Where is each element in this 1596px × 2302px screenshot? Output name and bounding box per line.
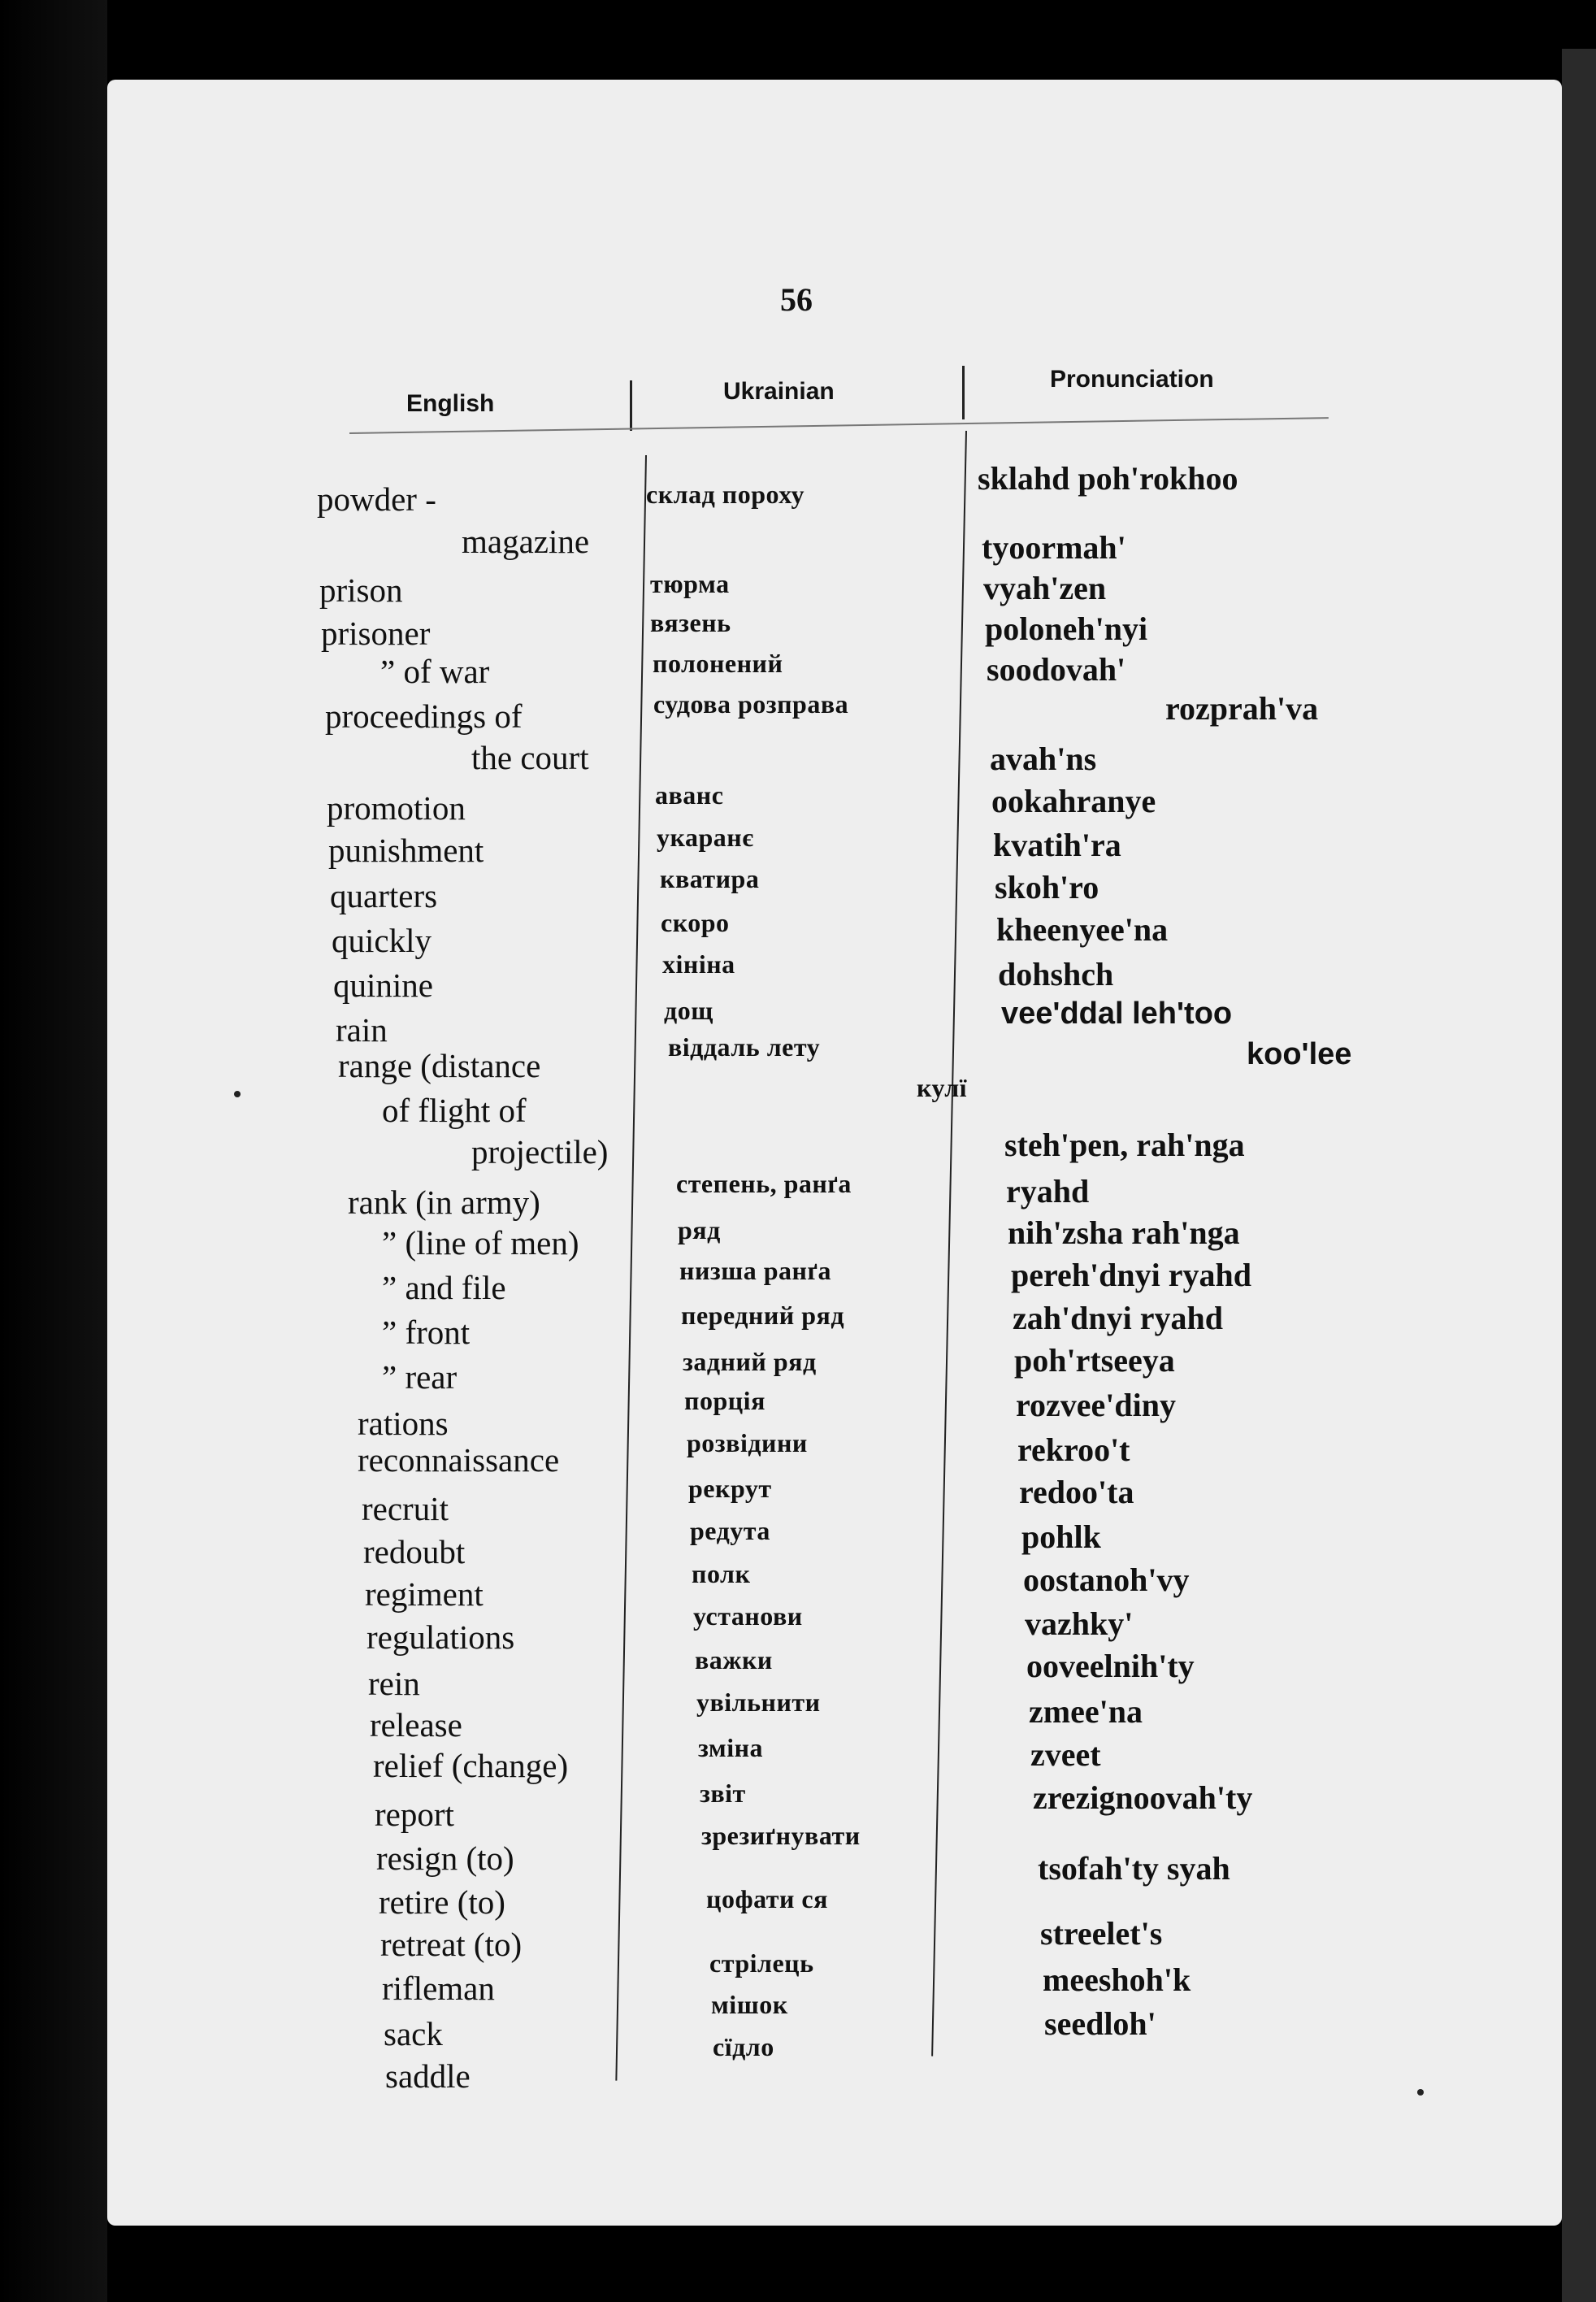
english-term: prisoner [321,615,431,652]
english-term: ” (line of men) [382,1224,579,1262]
pronunciation-text: meeshoh'k [1043,1961,1191,1998]
english-term: powder - [317,480,436,518]
english-term: report [375,1796,454,1833]
english-term: quinine [333,966,433,1004]
english-term: range (distance [338,1047,541,1084]
english-term: resign (to) [376,1839,514,1877]
pronunciation-text: kvatih'ra [993,827,1121,863]
english-term: rain [336,1011,388,1049]
english-term: quarters [330,877,438,914]
pronunciation-text: sklahd poh'rokhoo [978,460,1238,497]
english-term: release [370,1706,462,1744]
english-term: rifleman [382,1970,495,2007]
pronunciation-text: tyoormah' [982,529,1126,566]
pronunciation-text: soodovah' [987,651,1126,688]
english-term: rank (in army) [348,1184,540,1221]
pronunciation-text: vyah'zen [983,570,1107,606]
english-term: rations [358,1405,449,1442]
pronunciation-text: vazhky' [1025,1605,1134,1642]
pronunciation-text: ooveelnih'ty [1026,1648,1195,1684]
english-term: projectile) [471,1133,609,1171]
page-number: 56 [780,281,813,318]
pronunciation-text: zrezignoovah'ty [1033,1779,1253,1816]
english-term: regulations [366,1618,515,1656]
ukrainian-term: низша ранґа [679,1256,831,1285]
scan-left-border [0,0,107,2302]
ukrainian-term: хініна [662,949,735,979]
scan-speck [1417,2089,1424,2096]
ukrainian-term: вязень [650,608,731,637]
english-term: recruit [362,1490,449,1527]
pronunciation-text: koo'lee [1247,1037,1352,1071]
english-term: punishment [328,832,484,869]
pronunciation-text: poh'rtseeya [1014,1342,1175,1379]
english-term: sack [384,2015,443,2052]
ukrainian-term: редута [690,1516,770,1545]
english-term: of flight of [382,1092,527,1129]
english-term: regiment [365,1575,484,1613]
ukrainian-term: важки [695,1645,773,1674]
english-term: magazine [462,523,590,560]
header-divider-2 [962,366,965,419]
ukrainian-term: зрезиґнувати [701,1821,861,1850]
english-term: prison [319,571,403,609]
english-term: relief (change) [373,1747,569,1784]
english-term: retreat (to) [380,1926,523,1963]
pronunciation-text: steh'pen, rah'nga [1004,1127,1245,1163]
ukrainian-term: кулї [917,1073,968,1102]
pronunciation-text: rekroo't [1017,1431,1130,1468]
scan-speck [234,1091,241,1097]
ukrainian-term: зміна [698,1733,764,1762]
ukrainian-term: ряд [678,1215,721,1244]
english-term: ” rear [382,1358,458,1396]
header-divider-1 [630,380,632,431]
english-term: proceedings of [325,697,523,735]
pronunciation-text: nih'zsha rah'nga [1008,1214,1240,1251]
ukrainian-term: сїдло [713,2032,774,2061]
english-term: ” front [382,1314,471,1351]
ukrainian-term: тюрма [650,569,730,598]
pronunciation-text: avah'ns [990,741,1097,777]
ukrainian-term: склад пороху [646,480,805,509]
english-term: ” of war [380,653,490,690]
english-term: rein [368,1665,420,1702]
ukrainian-term: віддаль лету [668,1032,821,1062]
ukrainian-term: кватира [660,864,760,893]
pronunciation-text: poloneh'nyi [985,610,1148,647]
ukrainian-term: скоро [661,908,730,937]
pronunciation-text: streelet's [1040,1915,1163,1952]
ukrainian-term: рекрут [688,1474,772,1503]
ukrainian-term: дощ [664,996,713,1025]
ukrainian-term: аванс [655,780,724,810]
ukrainian-term: цофати ся [706,1884,828,1913]
english-term: quickly [332,922,432,959]
header-ukrainian: Ukrainian [723,378,835,405]
pronunciation-text: oostanoh'vy [1023,1561,1190,1598]
pronunciation-text: zveet [1030,1736,1101,1773]
english-term: redoubt [363,1533,466,1570]
ukrainian-term: установи [693,1601,803,1631]
header-pronunciation: Pronunciation [1050,366,1214,393]
english-term: the court [471,739,589,776]
ukrainian-term: степень, ранґа [676,1169,852,1198]
pronunciation-text: vee'ddal leh'too [1001,997,1233,1031]
ukrainian-term: мішок [711,1990,788,2019]
pronunciation-text: skoh'ro [995,869,1099,906]
book-page [107,80,1562,2226]
ukrainian-term: судова розправа [653,689,849,719]
pronunciation-text: redoo'ta [1019,1474,1134,1510]
ukrainian-term: полонений [653,649,783,678]
pronunciation-text: tsofah'ty syah [1038,1850,1230,1887]
ukrainian-term: порція [684,1386,765,1415]
ukrainian-term: укаранє [657,823,754,852]
pronunciation-text: ryahd [1006,1173,1090,1210]
pronunciation-text: zah'dnyi ryahd [1013,1300,1223,1336]
pronunciation-text: rozvee'diny [1016,1387,1177,1423]
pronunciation-text: pereh'dnyi ryahd [1011,1257,1251,1293]
ukrainian-term: полк [692,1559,751,1588]
english-term: reconnaissance [358,1441,560,1479]
pronunciation-text: kheenyee'na [996,911,1169,948]
scan-right-border [1562,49,1596,2302]
english-term: ” and file [382,1269,506,1306]
english-term: retire (to) [379,1883,505,1921]
pronunciation-text: seedloh' [1044,2005,1156,2042]
header-english: English [406,390,495,417]
pronunciation-text: pohlk [1021,1518,1101,1555]
english-term: saddle [385,2057,471,2095]
ukrainian-term: увільнити [696,1687,821,1717]
pronunciation-text: zmee'na [1029,1693,1143,1730]
ukrainian-term: стрілець [709,1948,814,1978]
english-term: promotion [327,789,466,827]
pronunciation-text: ookahranye [991,783,1156,819]
ukrainian-term: задний ряд [683,1347,817,1376]
ukrainian-term: передний ряд [681,1301,845,1330]
pronunciation-text: rozprah'va [1165,690,1319,727]
pronunciation-text: dohshch [998,956,1114,992]
ukrainian-term: розвідини [687,1428,808,1457]
ukrainian-term: звіт [700,1779,746,1808]
